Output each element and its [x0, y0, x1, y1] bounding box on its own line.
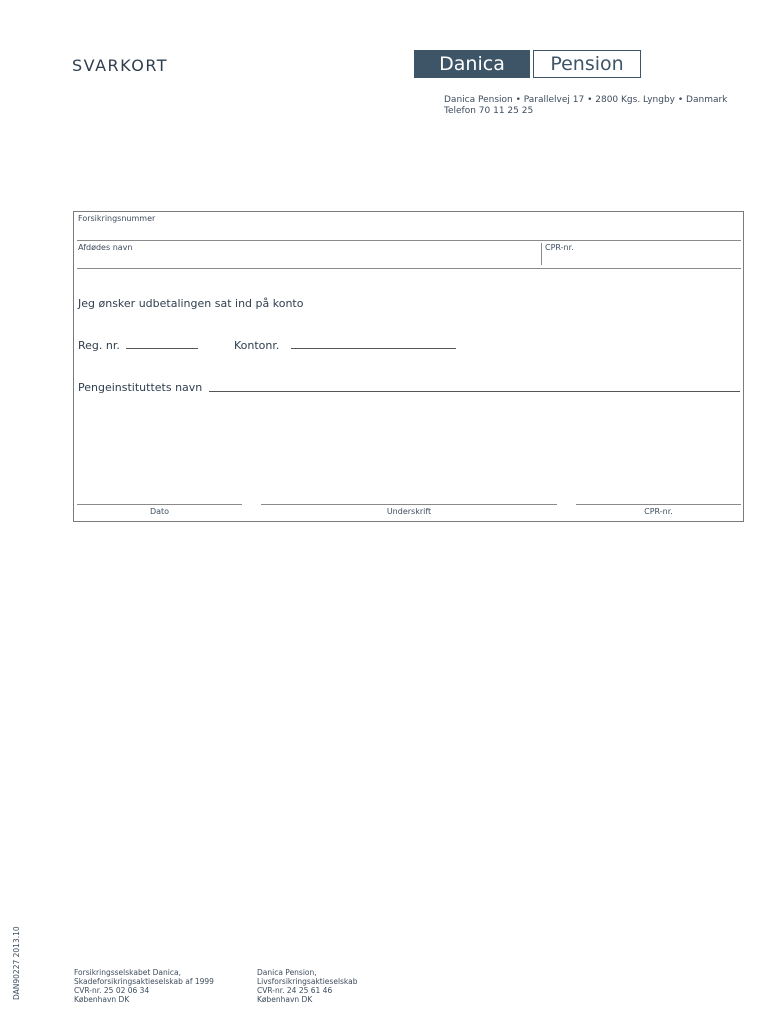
account-number-field[interactable] — [291, 348, 456, 349]
danica-pension-logo — [414, 50, 641, 78]
footer-line: Danica Pension, — [257, 968, 317, 977]
signature-label: Underskrift — [386, 507, 432, 516]
document-title: SVARKORT — [72, 56, 169, 75]
signer-cpr-field[interactable] — [576, 504, 741, 505]
footer-line: København DK — [74, 995, 130, 1004]
address-line: Danica Pension • Parallelvej 17 • 2800 Kgs. Lyngby • Danmark — [444, 95, 728, 105]
logo-danica: Danica — [414, 50, 530, 78]
policy-number-field[interactable] — [77, 240, 741, 241]
cpr-label: CPR-nr. — [545, 243, 574, 252]
signer-cpr-label: CPR-nr. — [644, 507, 673, 516]
field-divider — [541, 243, 542, 265]
footer-line: Forsikringsselskabet Danica, — [74, 968, 181, 977]
footer-right — [257, 968, 358, 1004]
footer-line: København DK — [257, 995, 313, 1004]
reply-form — [73, 211, 744, 522]
footer-line: CVR-nr. 24 25 61 46 — [257, 986, 333, 995]
date-label: Dato — [149, 507, 170, 516]
footer-line: Livsforsikringsaktieselskab — [257, 977, 358, 986]
footer-line: CVR-nr. 25 02 06 34 — [74, 986, 150, 995]
company-address — [444, 95, 727, 117]
phone-line: Telefon 70 11 25 25 — [444, 106, 534, 116]
date-field[interactable] — [77, 504, 242, 505]
deceased-name-label: Afdødes navn — [78, 243, 133, 252]
footer-left — [74, 968, 214, 1004]
payout-statement: Jeg ønsker udbetalingen sat ind på konto — [78, 297, 304, 310]
document-code: DAN90227 2013.10 — [12, 926, 21, 1000]
logo-pension: Pension — [533, 50, 641, 78]
signature-field[interactable] — [261, 504, 557, 505]
footer-line: Skadeforsikringsaktieselskab af 1999 — [74, 977, 214, 986]
reg-number-field[interactable] — [126, 348, 198, 349]
bank-name-label: Pengeinstituttets navn — [78, 381, 203, 394]
reg-number-label: Reg. nr. — [78, 339, 120, 352]
account-number-label: Kontonr. — [234, 339, 280, 352]
deceased-name-field[interactable] — [77, 268, 741, 269]
policy-number-label: Forsikringsnummer — [78, 214, 156, 223]
bank-name-field[interactable] — [209, 391, 740, 392]
